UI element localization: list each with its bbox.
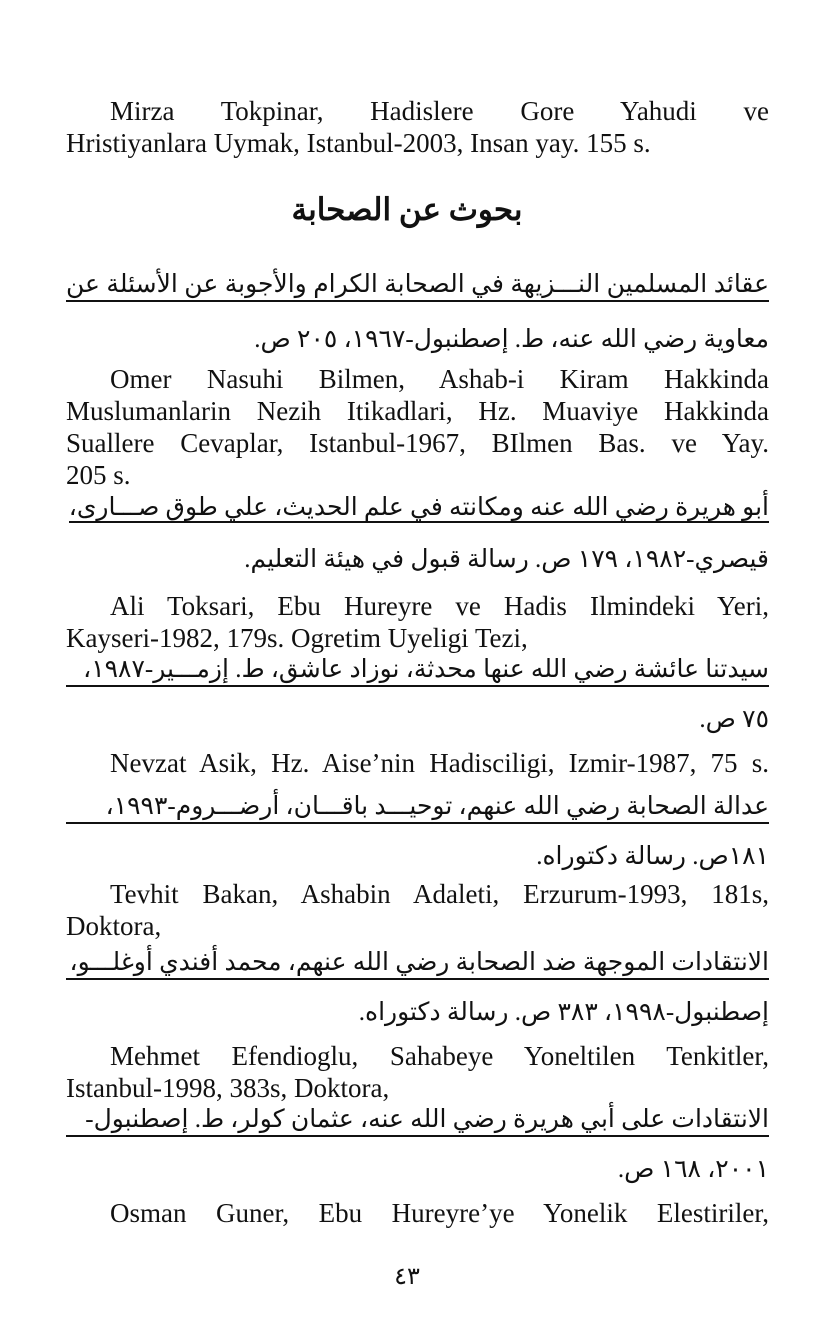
text-line: Osman Guner, Ebu Hureyre’ye Yonelik Elestiriler, [110, 1198, 769, 1228]
latin-entry [66, 878, 769, 942]
latin-entry [66, 1197, 769, 1229]
arabic-title-line: الانتقادات الموجهة ضد الصحابة رضي الله عنهم، محمد أفندي أوغلـــو، [66, 948, 769, 980]
text-line: Mehmet Efendioglu, Sahabeye Yoneltilen Tenkitler, [110, 1041, 769, 1071]
arabic-entry-cont [66, 325, 769, 355]
arabic-entry-cont [66, 1155, 769, 1185]
arabic-entry [66, 948, 769, 980]
text-line: Muslumanlarin Nezih Itikadlari, Hz. Muaviye Hakkinda [66, 396, 769, 426]
arabic-entry [66, 493, 769, 523]
arabic-title-line [66, 493, 769, 523]
arabic-entry-cont [66, 705, 769, 735]
arabic-line: قيصري-١٩٨٢، ١٧٩ ص. رسالة قبول في هيئة التعليم. [244, 546, 769, 573]
arabic-entry-cont [66, 842, 769, 872]
arabic-entry-cont [66, 545, 769, 575]
text-line: Doktora, [66, 911, 162, 941]
intro-entry [66, 95, 769, 159]
arabic-line: ١٨١ص. رسالة دكتوراه. [536, 843, 769, 870]
page-number: ٤٣ [394, 1264, 420, 1290]
arabic-entry [66, 1105, 769, 1137]
text-line: 205 s. [66, 460, 131, 490]
arabic-line: ٧٥ ص. [699, 706, 769, 733]
text-line: Istanbul-1998, 383s, Doktora, [66, 1073, 390, 1103]
text-line: Ali Toksari, Ebu Hureyre ve Hadis Ilmindeki Yeri, [110, 591, 769, 621]
text-line: Nevzat Asik, Hz. Aise’nin Hadisciligi, Izmir-1987, 75 s. [110, 748, 769, 778]
latin-entry [66, 363, 769, 491]
arabic-entry [66, 655, 769, 687]
arabic-line: إصطنبول-١٩٩٨، ٣٨٣ ص. رسالة دكتوراه. [358, 999, 769, 1026]
text-line: Kayseri-1982, 179s. Ogretim Uyeligi Tezi, [66, 623, 528, 653]
arabic-title-line: الانتقادات على أبي هريرة رضي الله عنه، عثمان كولر، ط. إصطنبول- [66, 1105, 769, 1137]
text-line: Hristiyanlara Uymak, Istanbul-2003, Insan yay. 155 s. [66, 128, 651, 158]
arabic-entry [66, 270, 769, 302]
section-heading: بحوث عن الصحابة [291, 192, 523, 227]
latin-entry [66, 590, 769, 654]
arabic-entry-cont [66, 998, 769, 1028]
text-line: Omer Nasuhi Bilmen, Ashab-i Kiram Hakkinda [110, 364, 769, 394]
arabic-title: أبو هريرة رضي الله عنه ومكانته في علم الحديث، علي طوق صـــارى، [68, 494, 769, 521]
latin-entry [66, 1040, 769, 1104]
arabic-title-line: عقائد المسلمين النـــزيهة في الصحابة الكرام والأجوبة عن الأسئلة عن [66, 270, 769, 302]
arabic-entry [66, 792, 769, 824]
latin-entry [66, 747, 769, 779]
arabic-line: معاوية رضي الله عنه، ط. إصطنبول-١٩٦٧، ٢٠٥ ص. [254, 326, 769, 353]
arabic-title-line: سيدتنا عائشة رضي الله عنها محدثة، نوزاد عاشق، ط. إزمـــير-١٩٨٧، [66, 655, 769, 687]
text-line: Suallere Cevaplar, Istanbul-1967, BIlmen Bas. ve Yay. [66, 428, 769, 458]
text-line: Mirza Tokpinar, Hadislere Gore Yahudi ve [110, 96, 769, 126]
text-line: Tevhit Bakan, Ashabin Adaleti, Erzurum-1993, 181s, [110, 879, 769, 909]
arabic-title-line: عدالة الصحابة رضي الله عنهم، توحيـــد باقـــان، أرضـــروم-١٩٩٣، [66, 792, 769, 824]
arabic-line: ٢٠٠١، ١٦٨ ص. [617, 1156, 769, 1183]
